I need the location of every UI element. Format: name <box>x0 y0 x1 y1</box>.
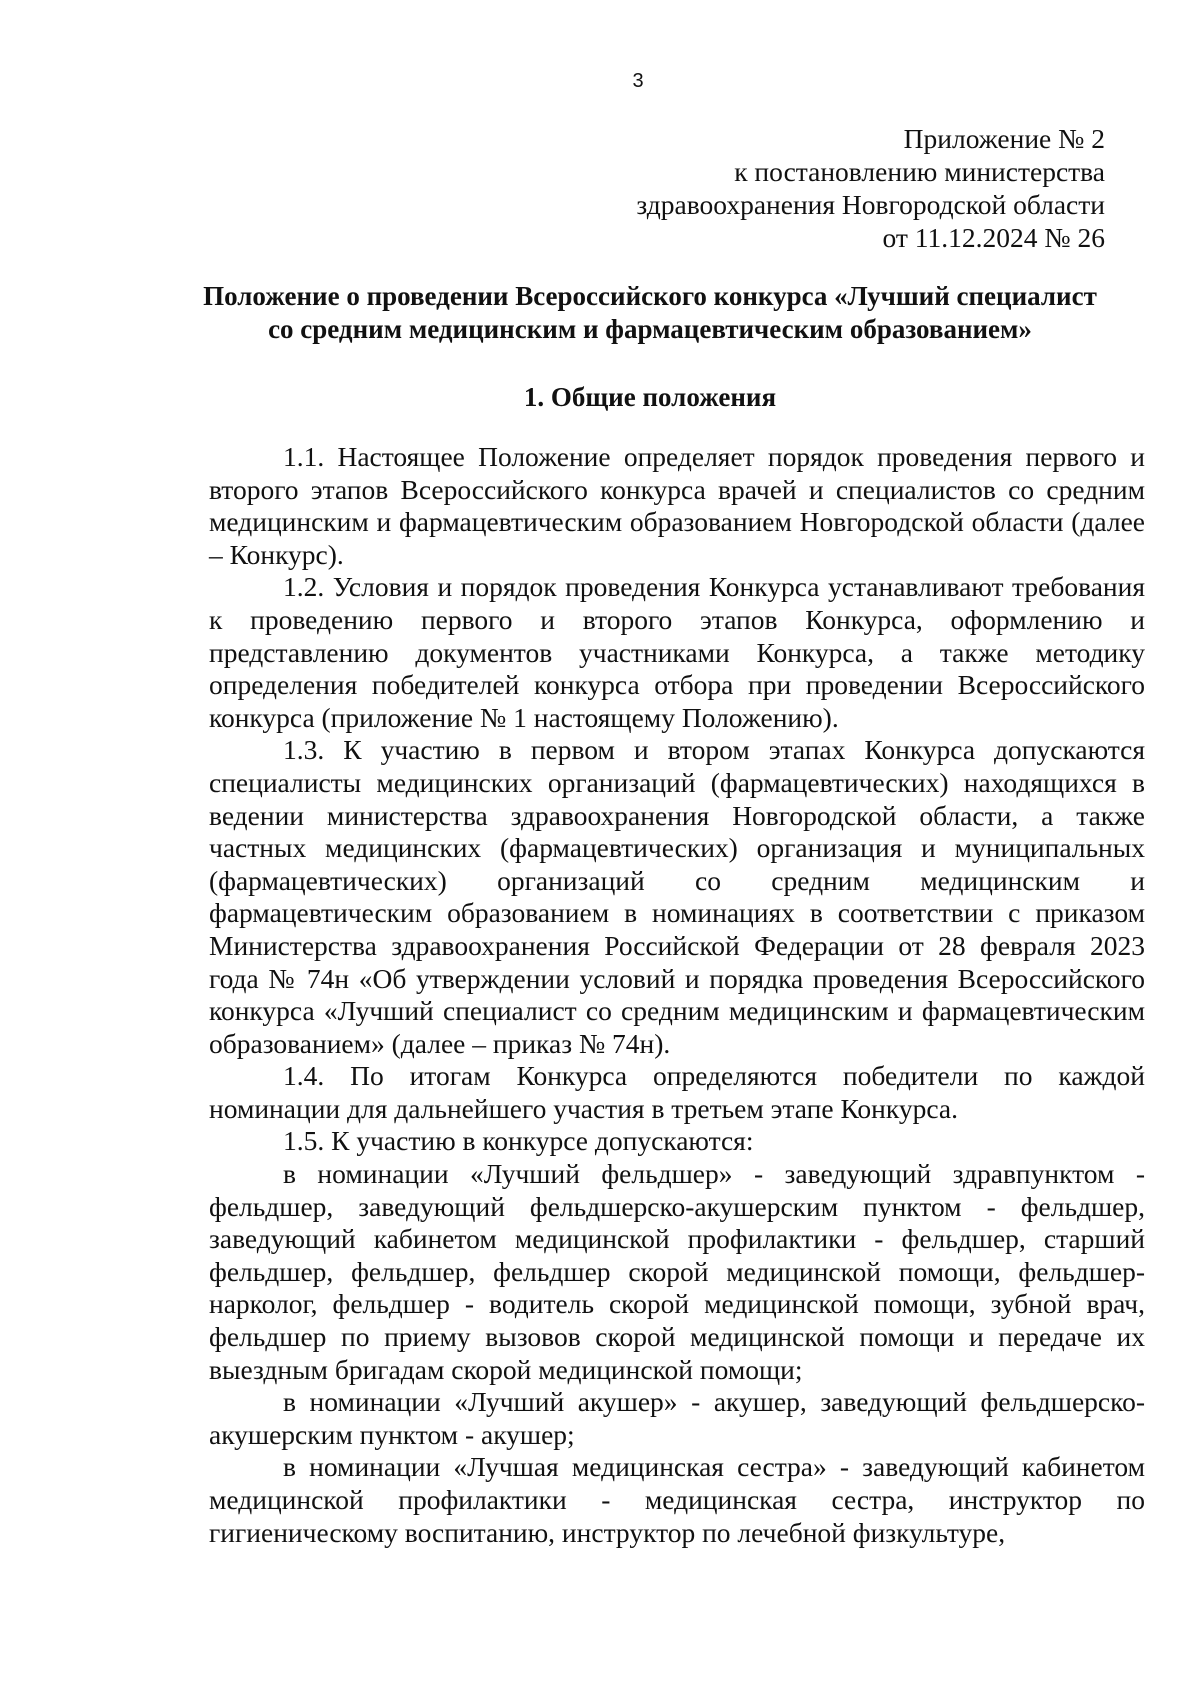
page-number: 3 <box>632 70 644 92</box>
title-line: со средним медицинским и фармацевтическим образованием» <box>268 314 1032 344</box>
paragraph: в номинации «Лучший фельдшер» - заведующий здравпунктом - фельдшер, заведующий фельдшерско-акушерским пунктом - фельдшер, заведующий кабинетом медицинской профилактики - фельдшер, старший фельдшер, фельдшер, фельдшер скорой медицинской помощи, фельдшер-нарколог, фельдшер - водитель скорой медицинской помощи, зубной врач, фельдшер по приему вызовов скорой медицинской помощи и передаче их выездным бригадам скорой медицинской помощи; <box>209 1158 1145 1385</box>
title-line: Положение о проведении Всероссийского конкурса «Лучший специалист <box>203 281 1097 311</box>
document-body <box>209 441 1145 1549</box>
document-title <box>180 280 1120 346</box>
paragraph: в номинации «Лучший акушер» - акушер, заведующий фельдшерско-акушерским пунктом - акушер; <box>209 1386 1145 1450</box>
attachment-line: от 11.12.2024 № 26 <box>882 222 1105 253</box>
paragraph: 1.4. По итогам Конкурса определяются победители по каждой номинации для дальнейшего участия в третьем этапе Конкурса. <box>209 1060 1145 1124</box>
attachment-line: Приложение № 2 <box>903 123 1105 154</box>
attachment-block <box>636 122 1105 254</box>
paragraph: 1.5. К участию в конкурсе допускаются: <box>283 1125 754 1157</box>
attachment-line: здравоохранения Новгородской области <box>636 189 1105 220</box>
paragraph: 1.3. К участию в первом и втором этапах Конкурса допускаются специалисты медицинских организаций (фармацевтических) находящихся в ведении министерства здравоохранения Новгородской области, а также частных медицинских (фармацевтических) организация и муниципальных (фармацевтических) организаций со средним медицинским и фармацевтическим образованием в номинациях в соответствии с приказом Министерства здравоохранения Российской Федерации от 28 февраля 2023 года № 74н «Об утверждении условий и порядка проведения Всероссийского конкурса «Лучший специалист со средним медицинским и фармацевтическим образованием» (далее – приказ № 74н). <box>209 734 1145 1059</box>
paragraph: 1.1. Настоящее Положение определяет порядок проведения первого и второго этапов Всероссийского конкурса врачей и специалистов со средним медицинским и фармацевтическим образованием Новгородской области (далее – Конкурс). <box>209 441 1145 570</box>
section-heading: 1. Общие положения <box>523 382 777 412</box>
paragraph: 1.2. Условия и порядок проведения Конкурса устанавливают требования к проведению первого и второго этапов Конкурса, оформлению и представлению документов участниками Конкурса, а также методику определения победителей конкурса отбора при проведении Всероссийского конкурса (приложение № 1 настоящему Положению). <box>209 571 1145 733</box>
attachment-line: к постановлению министерства <box>734 156 1105 187</box>
paragraph: в номинации «Лучшая медицинская сестра» - заведующий кабинетом медицинской профилактики - медицинская сестра, инструктор по гигиеническому воспитанию, инструктор по лечебной физкультуре, <box>209 1451 1145 1548</box>
